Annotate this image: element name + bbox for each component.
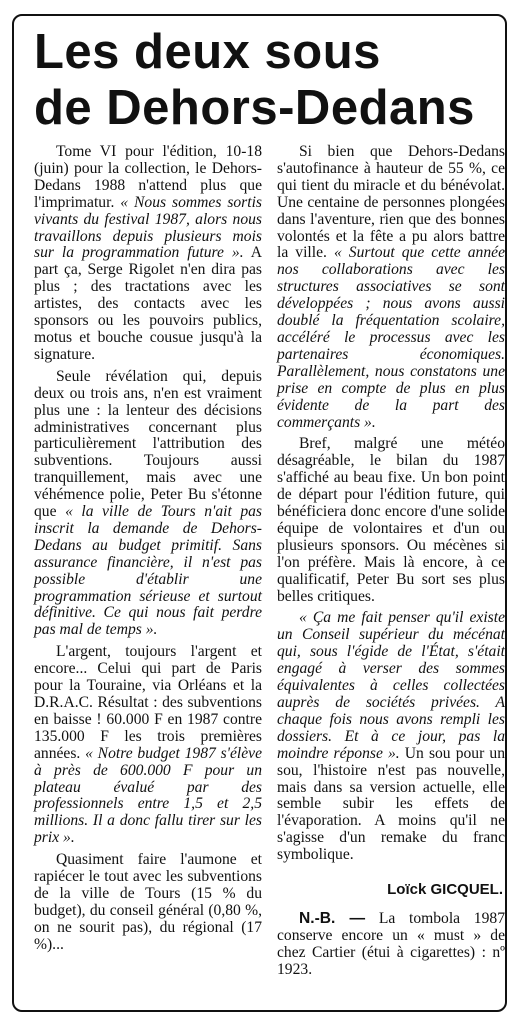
paragraph-text: Un sou pour un sou, l'histoire n'est pas nouvelle, mais dans sa version actuelle, elle semble subir les effets de l'évaporation. A moins qu'il ne s'agisse d'un remake du franc symbolique. — [277, 744, 505, 864]
nota-bene — [277, 911, 505, 979]
paragraph — [34, 644, 262, 847]
paragraph-text: Bref, malgré une météo désagréable, le bilan du 1987 s'affiché au beau fixe. Un bon point de départ pour l'édition future, qui bénéficiera donc encore d'une solide équipe de volontaires et d'un ou plusieurs sponsors. Ou mécènes si l'on préfère. Mais là encore, à ce qualificatif, Peter Bu sort ses plus belles critiques. — [277, 435, 505, 605]
paragraph — [34, 144, 262, 364]
right-column — [277, 144, 505, 984]
paragraph — [277, 144, 505, 431]
headline-line-1: Les deux sous — [34, 25, 381, 79]
paragraph — [277, 436, 505, 605]
paragraph-quote: « Nous sommes sortis vivants du festival 1987, alors nous travaillons depuis plusieurs mois sur la programmation future ». — [34, 193, 262, 262]
paragraph-text: Seule révélation qui, depuis deux ou trois ans, n'en est vraiment plus une : la lenteur des décisions administratives concernant plus particulièrement l'attribution des subventions. Toujours aussi tranquillement, mais avec une véhémence polie, Peter Bu s'étonne que — [34, 367, 262, 521]
paragraph-text: Tome VI pour l'édition, 10-18 (juin) pour la collection, le Dehors-Dedans 1988 n'attend plus que l'imprimatur. — [34, 143, 262, 211]
headline — [34, 24, 494, 136]
nota-bene-label: N.-B. — — [299, 909, 366, 927]
paragraph — [34, 369, 262, 640]
left-column — [34, 144, 262, 959]
paragraph-text: Quasiment faire l'aumone et rapiécer le tout avec les subventions de la ville de Tours (15 % du budget), du conseil général (0,80 %, on ne sourit pas), du régional (17 %)... — [34, 851, 262, 953]
paragraph-quote: « Notre budget 1987 s'élève à près de 600.000 F pour un plateau évalué par des professionnels entre 1,5 et 2,5 millions. Il a donc fallu tirer sur les prix ». — [34, 744, 262, 847]
nota-bene-text: La tombola 1987 conserve encore un « must » de chez Cartier (étui à cigarettes) : nº 1923. — [277, 909, 505, 978]
paragraph — [34, 852, 262, 953]
paragraph-text: A part ça, Serge Rigolet n'en dira pas plus ; des tractations avec les artistes, des contacts avec les sponsors ou les pouvoirs publics, motus et bouche cousue jusqu'à la signature. — [34, 244, 262, 363]
author-signature: Loïck GICQUEL. — [387, 881, 503, 899]
headline-line-2: de Dehors-Dedans — [34, 81, 475, 135]
paragraph-text: L'argent, toujours l'argent et encore... Celui qui part de Paris pour la Touraine, via Orléans et la D.R.A.C. Résultat : des subventions en baisse ! 60.000 F en 1987 contre 135.000 F les trois premières années. — [34, 643, 262, 762]
paragraph-quote: « Surtout que cette année nos collaborations avec les structures associatives se sont développées ; nous avons aussi doublé la fréquentation scolaire, accéléré le processus avec les partenaires économiques. Parallèlement, nous constatons une prise en compte de plus en plus évidente de la part des commerçants ». — [277, 244, 505, 431]
paragraph-quote: « Ça me fait penser qu'il existe un Conseil supérieur du mécénat qui, sous l'égide de l'État, s'était engagé à verser des sommes équivalentes à celles collectées auprès de sociétés privées. A chaque fois nous avons rempli les dossiers. Et à ce jour, pas la moindre réponse ». — [277, 609, 505, 762]
paragraph-quote: « la ville de Tours n'ait pas inscrit la demande de Dehors-Dedans au budget primitif. Sans assurance financière, il n'est pas possible d'établir une programmation sérieuse et surtout définitive. Ce qui nous fait perdre pas mal de temps ». — [34, 503, 262, 639]
paragraph — [277, 610, 505, 864]
article-frame — [12, 14, 507, 1012]
paragraph-text: Si bien que Dehors-Dedans s'autofinance à hauteur de 55 %, ce qui tient du miracle et du bénévolat. Une centaine de personnes plongées dans l'aventure, rien que des bonnes volontés et la fête a pu alors battre la ville. — [277, 143, 505, 262]
